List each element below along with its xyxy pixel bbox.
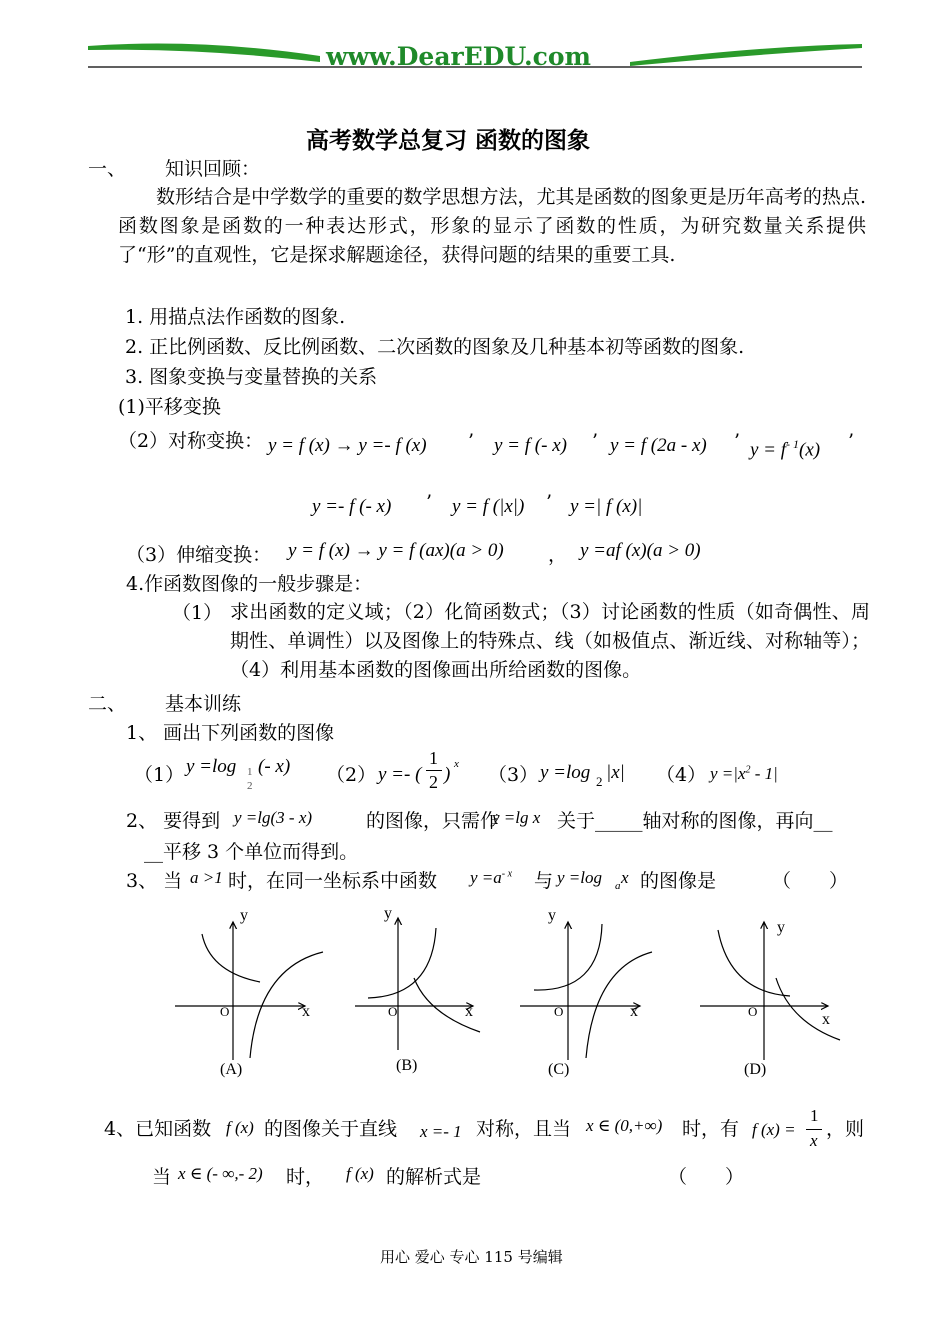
origin-label: O: [220, 1004, 230, 1019]
log-curve: [368, 928, 436, 998]
q3-formula-3-arg: x: [621, 868, 629, 887]
log-curve: [776, 978, 840, 1040]
steps-text: 求出函数的定义域；（2）化简函数式；（3）讨论函数的性质（如奇偶性、周期性、单调性）以及图像上的特殊点、线（如极值点、渐近线、对称轴等）；（4）利用基本函数的图像画出所给函数的图像。: [230, 601, 870, 681]
formula-part: y =log: [186, 756, 237, 777]
q4-formula-1: f (x): [226, 1118, 254, 1137]
q1-part4-label: （4）: [656, 764, 707, 786]
formula-sup: 2: [745, 764, 751, 776]
question-4-lead: 4、已知函数: [104, 1118, 212, 1140]
graph-b: [355, 905, 480, 1074]
q1-formula-1-arg: (- x): [258, 756, 291, 777]
origin-label: O: [748, 1004, 758, 1019]
graph-label: (D): [744, 1061, 767, 1078]
q4-text-g: 时，: [286, 1166, 325, 1188]
q3-formula-1: a >1: [190, 868, 223, 887]
formula-part: y =a: [470, 868, 502, 887]
symmetry-formula-1: y = f (x) → y =- f (x): [268, 435, 427, 456]
q3-formula-3: y =log: [557, 868, 602, 887]
q1-formula-2: y =- (: [378, 764, 422, 785]
graph-a: [175, 907, 323, 1078]
q1-formula-2-close: ): [444, 764, 451, 785]
separator: ’: [468, 430, 475, 452]
q1-formula-3: y =log: [540, 762, 591, 783]
q4-text-d: 时，有: [682, 1118, 740, 1140]
q3-text-c: 与: [534, 870, 554, 892]
symmetry-formula-2: y = f (- x): [494, 435, 567, 456]
y-label: y: [548, 907, 556, 924]
graph-label: (A): [220, 1061, 243, 1078]
item-3: 3. 图象变换与变量替换的关系: [125, 366, 378, 388]
x-label: x: [630, 1003, 638, 1020]
fraction-bar: [806, 1129, 822, 1130]
q4-formula-4: f (x) =: [752, 1120, 796, 1139]
q1-formula-3-sub: 2: [596, 774, 603, 789]
q2-text-c: 关于_____轴对称的图像，再向__: [557, 810, 833, 832]
transform-translation: (1)平移变换: [118, 396, 221, 418]
intro-paragraph: 数形结合是中学数学的重要的数学思想方法，尤其是函数的图象更是历年高考的热点.函数图象是函数的一种表达形式，形象的显示了函数的性质，为研究数量关系提供了“形”的直观性，它是探求解题途径，获得问题的结果的重要工具.: [118, 186, 866, 266]
q4-text-h: 的解析式是: [386, 1166, 482, 1188]
y-label: y: [240, 907, 248, 924]
q4-formula-3: x ∈ (0,+∞): [586, 1116, 663, 1135]
formula-sup: - x: [501, 868, 513, 880]
q4-answer-paren: （ ）: [668, 1166, 745, 1188]
x-label: x: [302, 1003, 310, 1020]
q1-formula-2-den: 2: [429, 772, 438, 792]
stretch-comma: ，: [548, 544, 568, 566]
exp-curve: [202, 934, 260, 982]
symmetry-label: （2）对称变换：: [118, 430, 264, 452]
q4-formula-5: x ∈ (- ∞,- 2): [178, 1164, 263, 1183]
q4-formula-2: x =- 1: [420, 1122, 462, 1141]
q4-formula-4-den: x: [810, 1131, 818, 1150]
formula-part: y = f: [750, 439, 787, 461]
y-label: y: [777, 919, 785, 936]
separator: ’: [426, 491, 433, 513]
graph-d: [700, 919, 840, 1078]
graph-label: (B): [396, 1057, 418, 1074]
formula-part: (x): [799, 439, 821, 461]
page-footer: 用心 爱心 专心 115 号编辑: [380, 1248, 563, 1266]
q4-formula-4-num: 1: [810, 1106, 819, 1125]
formula-part: - 1|: [750, 764, 778, 783]
origin-label: O: [388, 1004, 398, 1019]
q4-formula-6: f (x): [346, 1164, 374, 1183]
q2-text-d: __平移 3 个单位而得到。: [144, 841, 359, 863]
stretch-label: （3）伸缩变换：: [126, 544, 272, 566]
q2-formula-1: y =lg(3 - x): [234, 808, 313, 827]
stretch-formula-1: y = f (x) → y = f (ax)(a > 0): [288, 540, 504, 561]
q4-text-c: 对称，且当: [476, 1118, 572, 1140]
separator: ’: [546, 491, 553, 513]
question-3-lead: 3、 当: [126, 870, 183, 892]
y-label: y: [384, 905, 392, 922]
site-logo-text: www.DearEDU.com: [326, 42, 592, 71]
log-curve: [250, 952, 323, 1058]
separator: ’: [592, 430, 599, 452]
q3-text-d: 的图像是: [640, 870, 717, 892]
section2-heading: 基本训练: [165, 693, 242, 715]
formula-sup: - 1: [786, 437, 800, 451]
separator: ’: [848, 430, 855, 452]
q3-text-b: 时，在同一坐标系中函数: [228, 870, 438, 892]
item-1: 1. 用描点法作函数的图象.: [125, 306, 346, 328]
q1-formula-3-arg: |x|: [606, 762, 625, 783]
q3-formula-3-sub: a: [615, 880, 621, 892]
x-label: x: [822, 1011, 830, 1028]
q2-formula-2: y =lg x: [492, 808, 541, 827]
q3-answer-paren: （ ）: [772, 870, 849, 892]
section1-heading: 知识回顾：: [165, 158, 261, 180]
symmetry-formula-3: y = f (2a - x): [610, 435, 707, 456]
q1-part1-label: （1）: [134, 764, 185, 786]
symmetry-formula-6: y = f (|x|): [452, 496, 525, 517]
q1-formula-2-num: 1: [429, 748, 438, 768]
q1-formula-1-sub: 1: [247, 766, 253, 778]
x-label: x: [465, 1003, 473, 1020]
log-curve: [586, 952, 652, 1058]
q4-text-e: ，则: [826, 1118, 865, 1140]
question-2-lead: 2、 要得到: [126, 810, 221, 832]
separator: ’: [734, 430, 741, 452]
q1-formula-1-sub2: 2: [247, 780, 253, 792]
steps-title: 4.作函数图像的一般步骤是：: [126, 573, 373, 595]
q1-formula-2-sup: x: [454, 758, 459, 770]
section2-number: 二、: [88, 693, 127, 715]
page-title: 高考数学总复习 函数的图象: [306, 127, 591, 154]
steps-number: （1）: [172, 602, 223, 624]
q2-text-b: 的图像，只需作: [366, 810, 500, 832]
q4-text-f: 当: [152, 1166, 172, 1188]
origin-label: O: [554, 1004, 564, 1019]
q1-part3-label: （3）: [488, 764, 539, 786]
q4-text-b: 的图像关于直线: [264, 1118, 398, 1140]
section1-number: 一、: [88, 158, 127, 180]
question-1-text: 1、 画出下列函数的图像: [126, 722, 335, 744]
formula-part: y =|x: [710, 764, 746, 783]
symmetry-formula-7: y =| f (x)|: [570, 496, 643, 517]
symmetry-formula-5: y =- f (- x): [312, 496, 392, 517]
q1-part2-label: （2）: [326, 764, 377, 786]
graph-c: [520, 907, 652, 1078]
item-2: 2. 正比例函数、反比例函数、二次函数的图象及几种基本初等函数的图象.: [125, 336, 745, 358]
stretch-formula-2: y =af (x)(a > 0): [580, 540, 701, 561]
graph-label: (C): [548, 1061, 570, 1078]
